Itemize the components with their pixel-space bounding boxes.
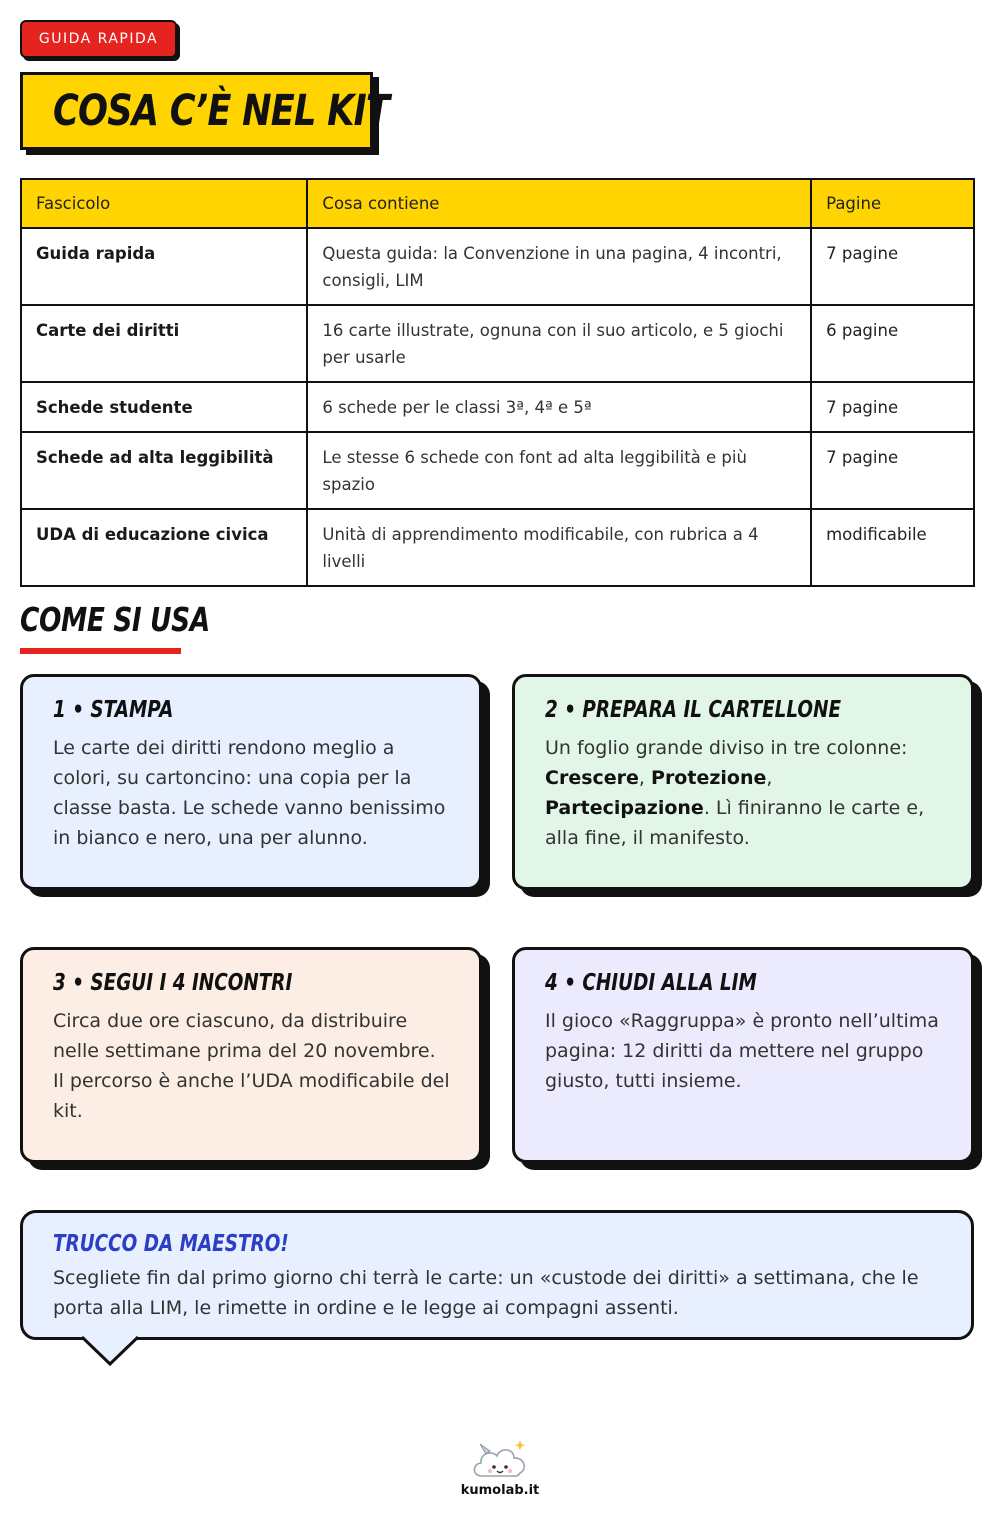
site-name: kumolab.it <box>460 1483 540 1498</box>
column-header-fascicolo: Fascicolo <box>21 179 307 228</box>
separator: , <box>638 767 652 789</box>
usage-card-lim <box>512 947 974 1163</box>
table-row <box>21 509 974 586</box>
card-title: 3 • SEGUI I 4 INCONTRI <box>53 970 293 996</box>
row-name: Schede ad alta leggibilità <box>21 432 307 509</box>
row-content: Questa guida: la Convenzione in una pagina, 4 incontri, consigli, LIM <box>307 228 811 305</box>
kit-table <box>20 178 975 587</box>
speech-tail-icon <box>80 1336 140 1368</box>
page-title-box <box>20 72 390 150</box>
tip-box <box>20 1210 974 1340</box>
row-pages: 6 pagine <box>811 305 974 382</box>
usage-card-stampa <box>20 674 482 890</box>
row-name: Carte dei diritti <box>21 305 307 382</box>
card-text: Il gioco «Raggruppa» è pronto nell’ultima pagina: 12 diritti da mettere nel gruppo giusto, tutti insieme. <box>545 1010 939 1092</box>
table-row <box>21 382 974 432</box>
usage-section-title: COME SI USA <box>20 600 210 639</box>
cloud-mascot-icon <box>468 1436 532 1482</box>
row-content: 6 schede per le classi 3ª, 4ª e 5ª <box>307 382 811 432</box>
usage-card-incontri <box>20 947 482 1163</box>
card-title: 4 • CHIUDI ALLA LIM <box>545 970 757 996</box>
row-pages: 7 pagine <box>811 228 974 305</box>
section-underline <box>20 648 181 654</box>
usage-card-cartellone <box>512 674 974 890</box>
row-name: Schede studente <box>21 382 307 432</box>
column-name-partecipazione: Partecipazione <box>545 797 704 819</box>
column-name-protezione: Protezione <box>651 767 767 789</box>
tip-title: TRUCCO DA MAESTRO! <box>53 1231 289 1257</box>
card-text: Circa due ore ciascuno, da distribuire nelle settimane prima del 20 novembre. Il percorso è anche l’UDA modificabile del kit. <box>53 1010 450 1122</box>
row-content: 16 carte illustrate, ognuna con il suo articolo, e 5 giochi per usarle <box>307 305 811 382</box>
row-pages: 7 pagine <box>811 432 974 509</box>
row-pages: modificabile <box>811 509 974 586</box>
row-content: Le stesse 6 schede con font ad alta leggibilità e più spazio <box>307 432 811 509</box>
card-text-outro: . Lì finiranno le carte e, alla fine, il manifesto. <box>545 797 925 849</box>
separator: , <box>766 767 773 789</box>
row-pages: 7 pagine <box>811 382 974 432</box>
table-row <box>21 228 974 305</box>
column-header-contenuto: Cosa contiene <box>307 179 811 228</box>
row-content: Unità di apprendimento modificabile, con rubrica a 4 livelli <box>307 509 811 586</box>
row-name: UDA di educazione civica <box>21 509 307 586</box>
column-name-crescere: Crescere <box>545 767 639 789</box>
card-text <box>545 733 943 853</box>
card-title: 1 • STAMPA <box>53 697 174 723</box>
table-row <box>21 305 974 382</box>
card-text-intro: Un foglio grande diviso in tre colonne: <box>545 737 908 759</box>
page-title: COSA C’È NEL KIT <box>53 86 390 136</box>
tip-text: Scegliete fin dal primo giorno chi terrà le carte: un «custode dei diritti» a settimana, che le porta alla LIM, le rimette in ordine e le legge ai compagni assenti. <box>53 1267 919 1319</box>
table-header-row <box>21 179 974 228</box>
row-name: Guida rapida <box>21 228 307 305</box>
card-title: 2 • PREPARA IL CARTELLONE <box>545 697 842 723</box>
table-row <box>21 432 974 509</box>
card-text: Le carte dei diritti rendono meglio a colori, su cartoncino: una copia per la classe basta. Le schede vanno benissimo in bianco e nero, una per alunno. <box>53 737 446 849</box>
column-header-pagine: Pagine <box>811 179 974 228</box>
guide-badge: GUIDA RAPIDA <box>20 20 177 58</box>
